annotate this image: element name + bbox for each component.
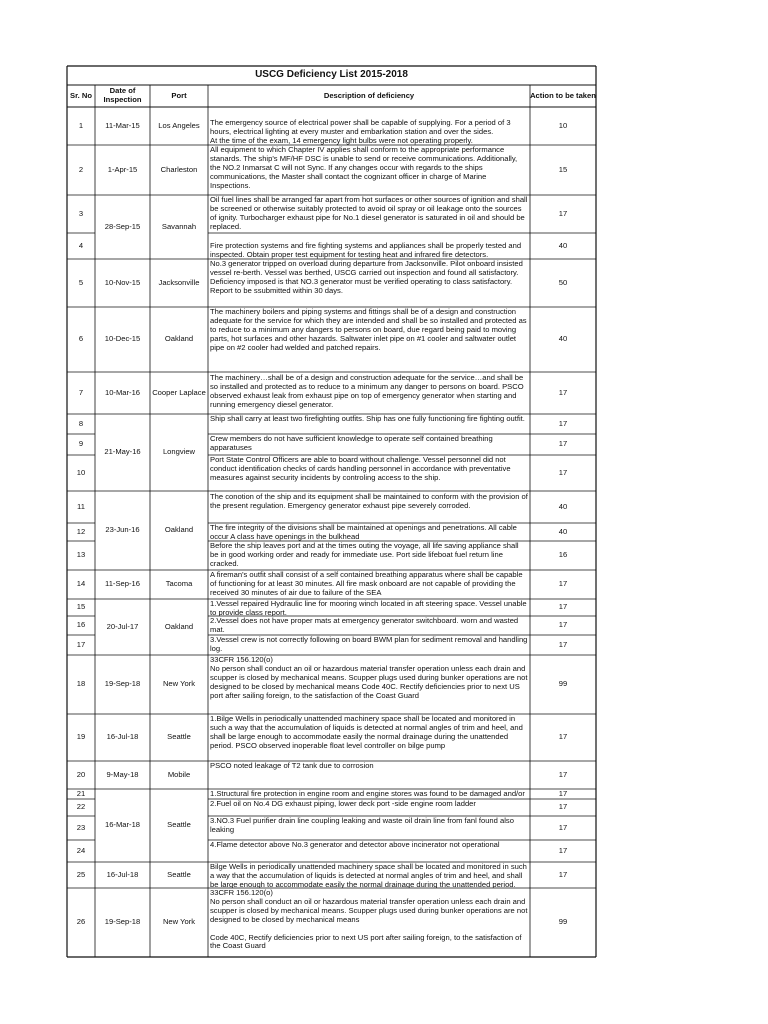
row-action: 17 [558, 845, 568, 855]
header-date-of-inspection: Date of Inspection [103, 86, 142, 104]
row-date-of-inspection: 1-Apr-15 [107, 164, 138, 174]
row-action: 50 [558, 277, 568, 287]
row-date-of-inspection: 11-Sep-16 [105, 579, 140, 589]
row-date-of-inspection: 23-Jun-16 [105, 525, 140, 535]
table-title: USCG Deficiency List 2015-2018 [255, 69, 408, 81]
row-date-of-inspection: 16-Mar-18 [104, 820, 141, 830]
row-port: Longview [162, 447, 196, 457]
row-port: Oakland [164, 621, 194, 631]
row-action: 17 [558, 869, 568, 879]
row-action: 17 [558, 822, 568, 832]
row-sr-no: 24 [76, 845, 86, 855]
row-date-of-inspection: 9-May-18 [106, 769, 139, 779]
row-port: Los Angeles [158, 120, 200, 130]
row-port: Savannah [161, 221, 197, 231]
row-description: 4.Flame detector above No.3 generator and detector above incinerator not operational [210, 840, 500, 849]
row-action: 15 [558, 164, 568, 174]
row-description: The conotion of the ship and its equipment shall be maintained to conform with the provision of the present regulation. Emergency generator exhaust pipe severely corroded. [210, 492, 528, 510]
row-description: The emergency source of electrical power shall be capable of supplying. For a period of 3 hours, electrical lighting at every muster and embarkation station and over the sides. At the time of the exam, 14 emergency light bulbs were not operating properly. [210, 118, 511, 145]
row-sr-no: 25 [76, 869, 86, 879]
row-sr-no: 6 [78, 334, 84, 344]
row-port: Jacksonville [158, 277, 200, 287]
row-sr-no: 9 [78, 439, 84, 449]
row-action: 17 [558, 467, 568, 477]
row-sr-no: 23 [76, 822, 86, 832]
row-port: New York [162, 917, 196, 927]
row-description: 1.Structural fire protection in engine room and engine stores was found to be damaged and/or [210, 789, 525, 798]
row-sr-no: 8 [78, 418, 84, 428]
row-date-of-inspection: 10-Nov-15 [104, 277, 141, 287]
row-description: All equipment to which Chapter IV applies shall conform to the appropriate performance stanards. The ship's MF/HF DSC is unable to send or receive communications. Additionally, the NO.2 Inmarsat C will not Sync. If any changes occur with regards to the ships communications, the Master shall contact the cognizant officer in charge of Marine Inspections. [210, 145, 518, 190]
row-date-of-inspection: 10-Mar-16 [104, 387, 141, 397]
row-description: 2.Fuel oil on No.4 DG exhaust piping, lower deck port -side engine room ladder [210, 799, 476, 808]
row-action: 40 [558, 334, 568, 344]
row-sr-no: 4 [78, 240, 84, 250]
row-action: 99 [558, 679, 568, 689]
row-port: Oakland [164, 525, 194, 535]
row-action: 17 [558, 639, 568, 649]
row-sr-no: 13 [76, 550, 86, 560]
row-date-of-inspection: 16-Jul-18 [106, 869, 139, 879]
row-action: 17 [558, 439, 568, 449]
row-description: Port State Control Officers are able to board without challenge. Vessel personnel did not conduct identification checks of cards handling personnel in accordance with preventative measures against security incidents by controling access to the ship. [210, 455, 511, 482]
row-description: The machinery…shall be of a design and construction adequate for the service…and shall be so installed and protected as to reduce to a minimum any danger to persons on board. PSCO observed exhaust leak from exhaust pipe on top of emergency generator when starting and running emergency diesel generator. [210, 373, 524, 409]
row-sr-no: 5 [78, 277, 84, 287]
row-sr-no: 3 [78, 208, 84, 218]
row-sr-no: 21 [76, 789, 86, 798]
row-port: Seattle [167, 869, 191, 879]
row-description: The fire integrity of the divisions shall be maintained at openings and penetrations. All cable occur A class have openings in the bulkhead [210, 523, 517, 541]
row-port: Cooper Laplace [152, 387, 206, 397]
row-action: 17 [558, 579, 568, 589]
row-description: 1.Vessel repaired Hydraulic line for mooring winch located in aft steering space. Vessel unable to provide class report. [210, 599, 527, 616]
row-description: 3.NO.3 Fuel purifier drain line coupling leaking and waste oil drain line from fanl found also leaking [210, 816, 514, 834]
row-sr-no: 17 [76, 639, 86, 649]
row-date-of-inspection: 11-Mar-15 [105, 120, 140, 130]
row-description: 3.Vessel crew is not correctly following on board BWM plan for sediment removal and handling log. [210, 635, 528, 653]
row-sr-no: 20 [76, 769, 86, 779]
row-description: No.3 generator tripped on overload during departure from Jacksonville. Pilot onboard insisted vessel re-berth. Vessel was berthed, USCG carried out inspection and found all satisfactory. Deficiency imposed is that NO.3 generator must be verified operating to class satisfactory. Report to be ssubmitted within 30 days. [210, 259, 523, 295]
row-sr-no: 16 [76, 620, 86, 630]
row-sr-no: 7 [78, 387, 84, 397]
row-action: 40 [558, 501, 568, 511]
row-port: Seattle [167, 732, 191, 742]
row-date-of-inspection: 10-Dec-15 [104, 334, 141, 344]
row-description: 33CFR 156.120(o) No person shall conduct an oil or hazardous material transfer operation unless each drain and scupper is closed by mechanical means. Scupper plugs used during bunker operations are not designed to be closed by mechanical means Code 40C, Rectify deficiencies prior to next US port after sailing foreign, to the satisfaction of the Coast Guard [210, 888, 528, 951]
header-port: Port [171, 90, 187, 100]
row-action: 17 [558, 418, 568, 428]
row-sr-no: 12 [76, 526, 86, 536]
row-date-of-inspection: 28-Sep-15 [104, 221, 141, 231]
header-sr-no: Sr. No [70, 90, 92, 100]
row-action: 17 [558, 602, 568, 612]
row-description: Before the ship leaves port and at the times outing the voyage, all life saving appliance shall be in good working order and ready for immediate use. Port side lifeboat fuel return line cracked. [210, 541, 519, 568]
row-description: The machinery boilers and piping systems and fittings shall be of a design and construction adequate for the service for which they are intended and shall be so installed and protected as to reduce to a minimum any dangers to persons on board, due regard being paid to moving parts, hot surfaces and other hazards. Saltwater inlet pipe on #1 cooler and saltwater outlet pipe on #2 cooler had welded and patched repairs. [210, 307, 527, 352]
row-sr-no: 22 [76, 802, 86, 812]
row-action: 17 [558, 387, 568, 397]
row-sr-no: 1 [78, 120, 84, 130]
row-description: Crew members do not have sufficient knowledge to operate self contained breathing apparatuses [210, 434, 493, 452]
row-action: 17 [558, 620, 568, 630]
header-action: Action to be taken [530, 90, 596, 100]
row-action: 10 [558, 120, 568, 130]
row-port: Tacoma [165, 579, 193, 589]
row-port: Mobile [167, 769, 191, 779]
row-action: 17 [558, 789, 568, 798]
row-date-of-inspection: 21-May-16 [104, 447, 141, 457]
row-sr-no: 10 [76, 467, 86, 477]
row-action: 17 [558, 208, 568, 218]
row-sr-no: 19 [76, 732, 86, 742]
header-description: Description of deficiency [323, 90, 415, 100]
row-sr-no: 26 [76, 917, 86, 927]
row-port: Charleston [160, 164, 198, 174]
row-sr-no: 15 [76, 602, 86, 612]
row-action: 17 [558, 802, 568, 812]
row-port: Seattle [167, 820, 191, 830]
row-port: Oakland [164, 334, 194, 344]
row-port: New York [162, 679, 196, 689]
row-description: 2.Vessel does not have proper mats at emergency generator switchboard. worn and wasted mat. [210, 616, 519, 634]
row-description: PSCO noted leakage of T2 tank due to corrosion [210, 761, 374, 770]
row-sr-no: 2 [78, 164, 84, 174]
row-description: Ship shall carry at least two firefighting outfits. Ship has one fully functioning fire fighting outfit. [210, 414, 525, 423]
row-description: 33CFR 156.120(o) No person shall conduct an oil or hazardous material transfer operation unless each drain and scupper is closed by mechanical means. Scupper plugs used during bunker operations are not designed to be closed by mechanical means Code 40C. Rectify deficiencies prior to next US port after sailing foreign, to the satisfaction of the Coast Guard [210, 655, 528, 700]
row-action: 17 [558, 769, 568, 779]
row-action: 99 [558, 917, 568, 927]
row-action: 40 [558, 526, 568, 536]
row-action: 16 [558, 550, 568, 560]
row-description: A fireman's outfit shall consist of a self contained breathing apparatus where shall be capable of functioning for at least 30 minutes. All fire mask onboard are not capable of providing the received 30 minutes of air due to failure of the SEA [210, 570, 523, 597]
row-description: Oil fuel lines shall be arranged far apart from hot surfaces or other sources of ignition and shall be screened or otherwise suitably protected to avoid oil spray or oil leakage onto the sources of ignity. Turbocharger exhaust pipe for No.1 diesel generator is saturated in oil and should be replaced. [210, 195, 528, 231]
row-action: 40 [558, 240, 568, 250]
row-sr-no: 14 [76, 579, 86, 589]
row-sr-no: 18 [76, 679, 86, 689]
row-sr-no: 11 [77, 501, 85, 511]
row-date-of-inspection: 16-Jul-18 [106, 732, 139, 742]
row-date-of-inspection: 19-Sep-18 [104, 679, 141, 689]
row-action: 17 [558, 732, 568, 742]
row-description: 1.Bilge Wells in periodically unattended machinery space shall be located and monitored in such a way that the accumulation of liquids is detected at normal angles of trim and heel, and shall be large enough to accommodate easily the normal drainage during the unattended period. PSCO observed inoperable float level controller on bilge pump [210, 714, 523, 750]
row-date-of-inspection: 20-Jul-17 [106, 621, 139, 631]
row-description: Fire protection systems and fire fighting systems and appliances shall be properly tested and inspected. Obtain proper test equipment for testing heat and infrared fire detectors. [210, 241, 522, 259]
row-description: Bilge Wells in periodically unattended machinery space shall be located and monitored in such a way that the accumulation of liquids is detected at normal angles of trim and heel, and shall be large enough to accommodate easily the normal drainage during the unattended period. [210, 862, 527, 888]
row-date-of-inspection: 19-Sep-18 [104, 917, 141, 927]
